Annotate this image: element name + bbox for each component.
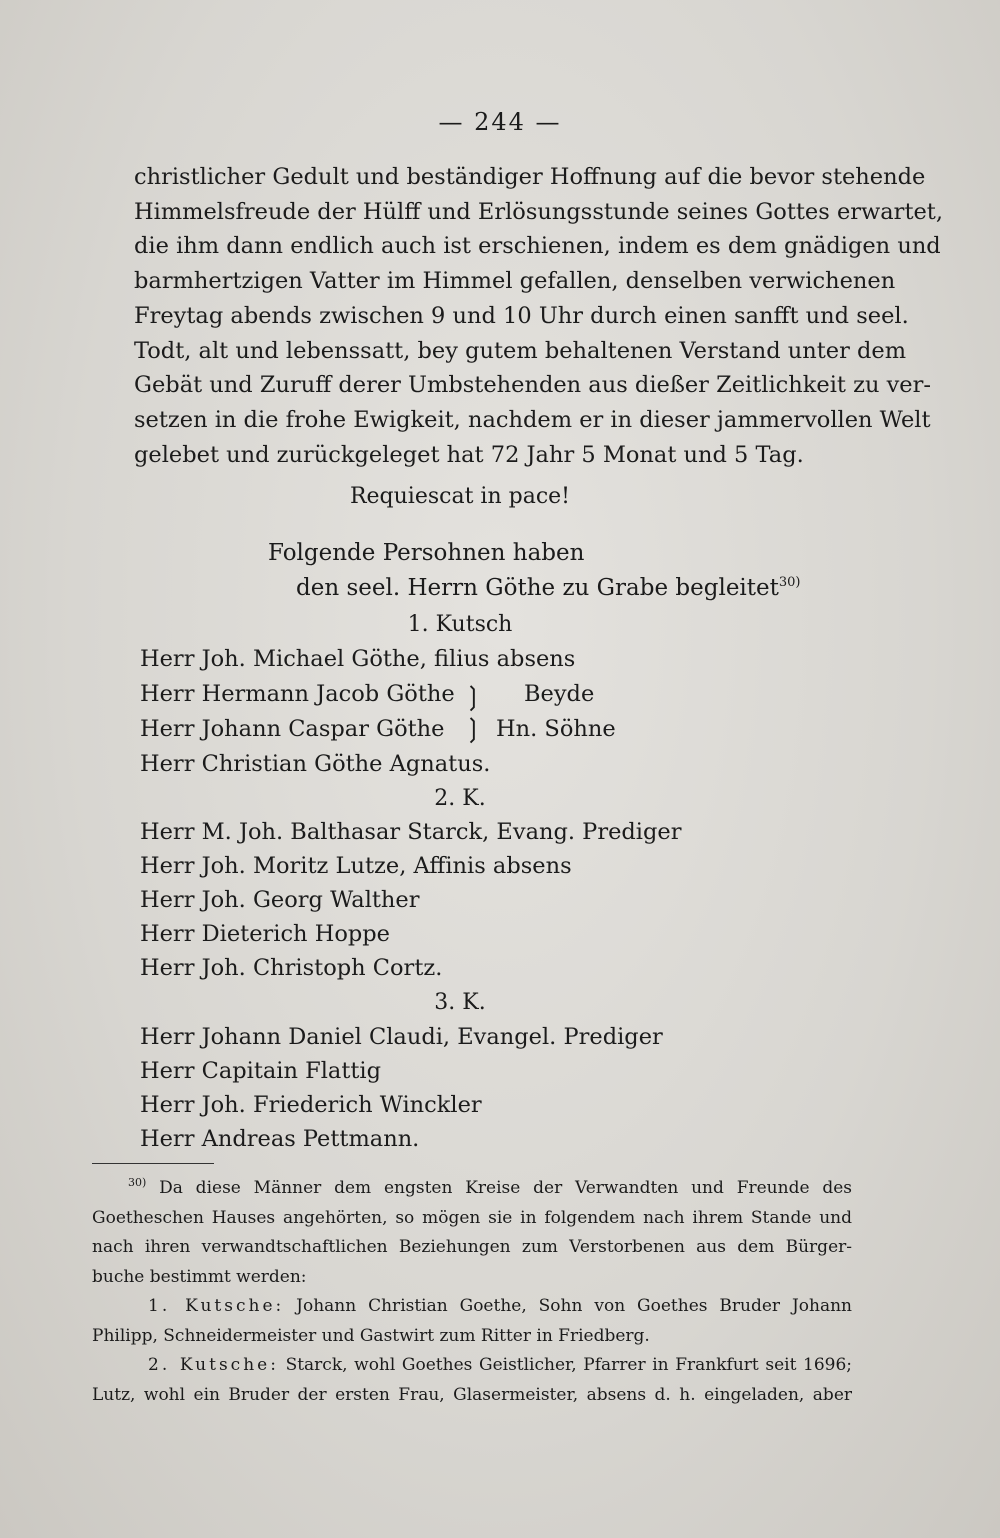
person-entry: Herr Christian Göthe Agnatus. [140,751,491,777]
procession-subheading [296,575,801,601]
footnote-text: Da diese Männer dem engsten Kreise der Verwandten und Freunde des [159,1178,852,1198]
footnote-item-text: Johann Christian Goethe, Sohn von Goethes Bruder Johann [296,1296,853,1316]
procession-heading: Folgende Persohnen haben [268,540,585,566]
body-line: setzen in die frohe Ewigkeit, nachdem er in dieser jammervollen Welt [134,406,931,433]
carriage-3-label: 3. K. [434,990,486,1015]
person-entry: Herr Dieterich Hoppe [140,921,390,947]
footnote-line: buche bestimmt werden: [92,1266,307,1287]
brace-top: ❳ [462,682,484,712]
person-entry: Herr Joh. Michael Göthe, filius absens [140,646,576,672]
carriage-1-label: 1. Kutsch [407,612,513,637]
person-entry: Herr Andreas Pettmann. [140,1126,420,1152]
footnote-item-2-line: Lutz, wohl ein Bruder der ersten Frau, Glasermeister, absens d. h. eingeladen, aber [92,1384,852,1405]
body-line: christlicher Gedult und beständiger Hoffnung auf die bevor stehende [134,164,926,190]
person-entry: Herr Joh. Friederich Winckler [140,1092,482,1118]
footnote-item-2-line [92,1351,852,1381]
body-line: die ihm dann endlich auch ist erschienen, indem es dem gnädigen und [134,233,941,260]
person-entry: Herr Joh. Georg Walther [140,887,420,913]
person-entry: Herr Johann Daniel Claudi, Evangel. Prediger [140,1024,663,1050]
body-line: Freytag abends zwischen 9 und 10 Uhr durch einen sanfft und seel. [134,302,909,329]
page-number: — 244 — [438,108,562,136]
person-entry: Herr Capitain Flattig [140,1058,382,1084]
footnote-line: Goetheschen Hauses angehörten, so mögen sie in folgendem nach ihrem Stande und [92,1207,852,1228]
brace-label-sons: Hn. Söhne [496,716,616,742]
footnote-block [92,1168,852,1410]
procession-subheading-text: den seel. Herrn Göthe zu Grabe begleitet [296,575,779,601]
footnote-item-label: 1. Kutsche: [148,1296,285,1316]
body-line: Todt, alt und lebenssatt, bey gutem behaltenen Verstand unter dem [134,337,907,364]
brace-label-sons: Beyde [524,681,595,707]
footnote-item-label: 2. Kutsche: [148,1355,279,1375]
body-line: gelebet und zurückgeleget hat 72 Jahr 5 Monat und 5 Tag. [134,441,804,468]
footnote-marker: 30) [128,1176,147,1189]
person-entry: Herr Joh. Christoph Cortz. [140,955,443,981]
carriage-2-label: 2. K. [434,786,486,811]
person-entry: Herr Joh. Moritz Lutze, Affinis absens [140,853,572,879]
person-entry: Herr Hermann Jacob Göthe [140,681,455,707]
body-line: Himmelsfreude der Hülff und Erlösungsstunde seines Gottes erwartet, [134,198,943,225]
footnote-item-1-line: Philipp, Schneidermeister und Gastwirt zum Ritter in Friedberg. [92,1325,650,1346]
footnote-reference: 30) [778,575,801,590]
footnote-item-text: Starck, wohl Goethes Geistlicher, Pfarrer in Frankfurt seit 1696; [285,1355,853,1375]
footnote-rule [92,1163,214,1164]
body-line: barmhertzigen Vatter im Himmel gefallen, denselben verwichenen [134,268,896,295]
footnote-line [92,1168,852,1204]
brace-bottom: ❳ [462,714,484,744]
person-entry: Herr M. Joh. Balthasar Starck, Evang. Prediger [140,819,682,845]
footnote-line: nach ihren verwandtschaftlichen Beziehungen zum Verstorbenen aus dem Bürger- [92,1237,852,1257]
body-paragraph [134,160,943,472]
person-entry: Herr Johann Caspar Göthe [140,716,445,742]
requiescat-line: Requiescat in pace! [349,484,571,509]
footnote-item-1-line [92,1292,852,1322]
body-line: Gebät und Zuruff derer Umbstehenden aus dießer Zeitlichkeit zu ver- [134,372,931,399]
